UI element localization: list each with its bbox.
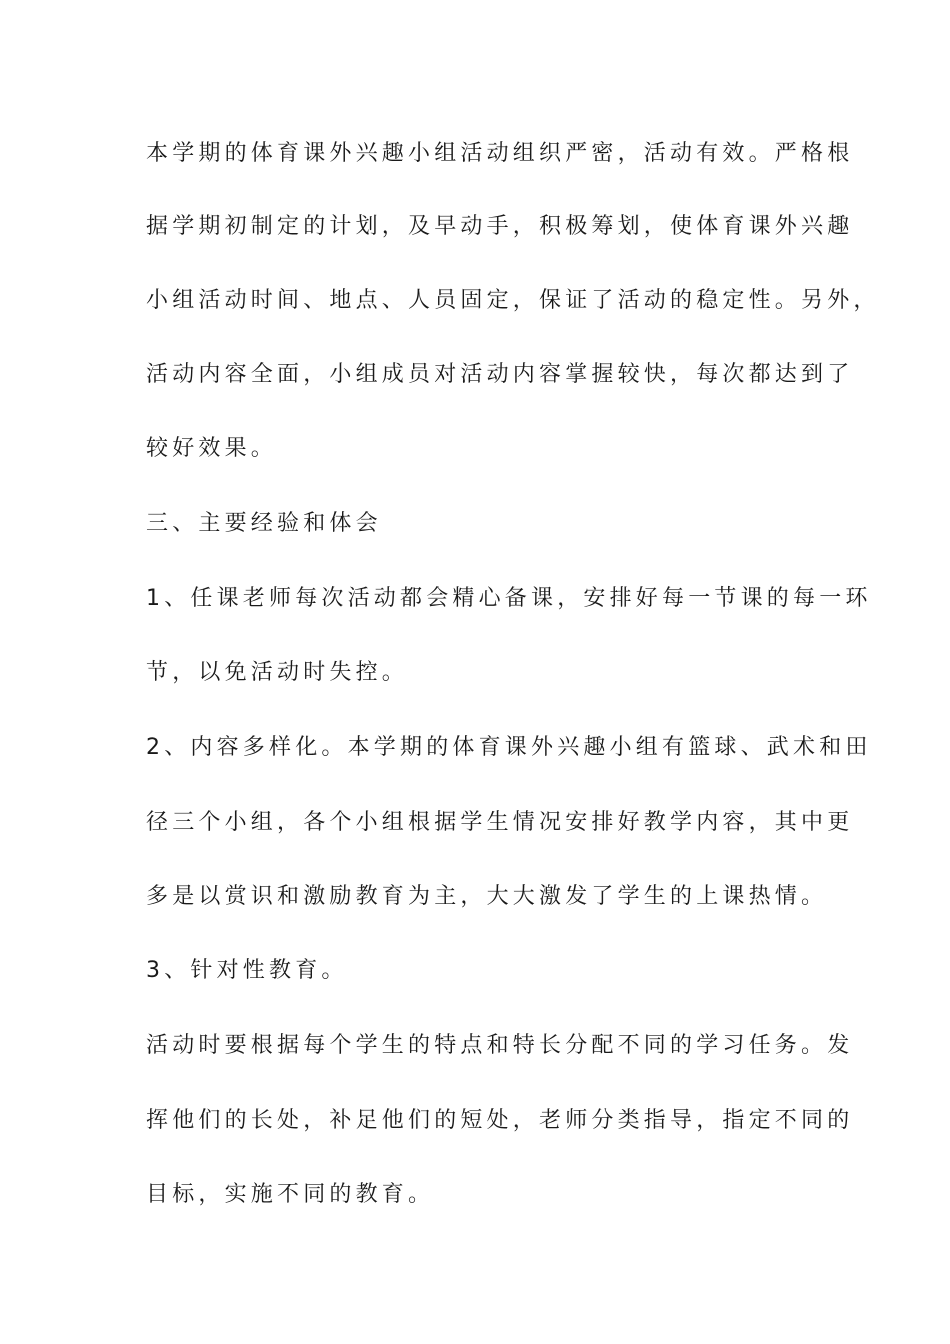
section-heading: 三、主要经验和体会 xyxy=(146,511,382,536)
paragraph-line: 活动内容全面，小组成员对活动内容掌握较快，每次都达到了 xyxy=(146,362,854,387)
paragraph-line: 较好效果。 xyxy=(146,436,278,461)
paragraph-line: 挥他们的长处，补足他们的短处，老师分类指导，指定不同的 xyxy=(146,1108,854,1133)
list-item-line: 2、内容多样化。本学期的体育课外兴趣小组有篮球、武术和田 xyxy=(146,735,872,760)
list-item-line: 1、任课老师每次活动都会精心备课，安排好每一节课的每一环 xyxy=(146,586,872,611)
paragraph-line: 小组活动时间、地点、人员固定，保证了活动的稳定性。另外， xyxy=(146,288,880,313)
paragraph-line: 目标，实施不同的教育。 xyxy=(146,1182,435,1207)
paragraph-line: 据学期初制定的计划，及早动手，积极筹划，使体育课外兴趣 xyxy=(146,214,854,239)
paragraph-line: 活动时要根据每个学生的特点和特长分配不同的学习任务。发 xyxy=(146,1033,854,1058)
paragraph-line: 本学期的体育课外兴趣小组活动组织严密，活动有效。严格根 xyxy=(146,141,854,166)
list-item-line: 节，以免活动时失控。 xyxy=(146,660,409,685)
list-item-line: 径三个小组，各个小组根据学生情况安排好教学内容，其中更 xyxy=(146,810,854,835)
list-item-line: 多是以赏识和激励教育为主，大大激发了学生的上课热情。 xyxy=(146,884,828,909)
list-item-line: 3、针对性教育。 xyxy=(146,958,348,983)
